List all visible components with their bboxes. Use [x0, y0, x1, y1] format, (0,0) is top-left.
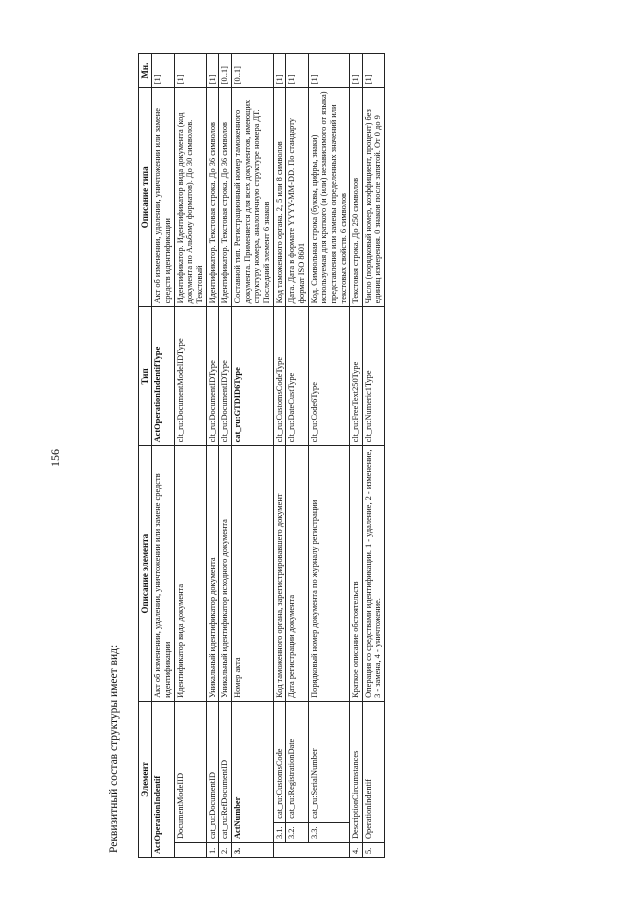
multiplicity: [1] — [206, 54, 219, 88]
element-name: DescriptionCircumstances — [350, 701, 363, 842]
element-description: Код таможенного органа, зарегистрировавшего документ — [273, 446, 286, 702]
intro-text: Реквизитный состав структуры имеет вид: — [108, 644, 120, 853]
element-description: Номер акта — [231, 446, 273, 702]
element-description: Идентификатор вида документа — [174, 446, 206, 702]
row-number: 5. — [362, 843, 384, 858]
element-name: ActOperationIndentif — [152, 701, 174, 857]
multiplicity: [1] — [152, 54, 174, 88]
type-description: Составной тип. Регистрационный номер таможенного документа. Применяется для всех документов, имеющих структуру номера, аналогичную структуре номера ДТ. Последний элемент 6 знаков — [231, 88, 273, 307]
multiplicity: [1] — [174, 54, 206, 88]
element-name: cat_ru:CustomsCode — [273, 701, 286, 822]
element-type: clt_ru:DocumentIDType — [219, 307, 232, 446]
element-type: clt_ru:CustomsCodeType — [273, 307, 286, 446]
type-description: Код. Символьная строка (буквы, цифры, знаки) используемая для краткого (и (или) независимого от языка) представления или замены определенных значений или текстовых свойств. 6 символов — [308, 88, 350, 307]
element-name: DocumentModeIID — [174, 701, 206, 842]
sub-row-number: 3.2. — [286, 822, 308, 842]
type-description: Акт об изменении, удалении, уничтожении или замене средств идентификации — [152, 88, 174, 307]
type-description: Идентификатор. Идентификатор вида документа (код документа по Альбому форматов). До 30 символов. Текстовый — [174, 88, 206, 307]
element-type: clt_ru:Numeric1Type — [362, 307, 384, 446]
requisites-table — [138, 53, 385, 858]
type-description: Текстовая строка. До 250 символов — [350, 88, 363, 307]
header-type: Тип — [139, 307, 152, 446]
element-type: ActOperationIndentifType — [152, 307, 174, 446]
type-description: Дата. Дата в формате YYYY-MM-DD. По стандарту формат ISO 8601 — [286, 88, 308, 307]
multiplicity: [1] — [273, 54, 286, 88]
header-element-description: Описание элемента — [139, 446, 152, 702]
table-header-row — [139, 54, 152, 858]
element-description: Акт об изменении, удалении, уничтожении или замене средств идентификации — [152, 446, 174, 702]
table-row — [219, 54, 232, 858]
type-description: Код таможенного органа. 2, 5 или 8 символов — [273, 88, 286, 307]
sub-row-number: 3.3. — [308, 822, 350, 842]
table-row — [350, 54, 363, 858]
element-description: Дата регистрации документа — [286, 446, 308, 702]
table-row — [286, 54, 308, 858]
type-description: Идентификатор. Текстовая строка. До 36 символов — [206, 88, 219, 307]
element-name: ActNumber — [231, 701, 273, 842]
element-description: Порядковый номер документа по журналу регистрации — [308, 446, 350, 702]
element-type: clt_ru:DocumentIDType — [206, 307, 219, 446]
table-row — [273, 54, 286, 858]
element-type: clt_ru:DateCustType — [286, 307, 308, 446]
page-number: 156 — [48, 449, 62, 467]
row-number: 3. — [231, 843, 273, 858]
element-type: clt_ru:DocumentModelIDType — [174, 307, 206, 446]
multiplicity: [1] — [362, 54, 384, 88]
element-description: Краткое описание обстоятельств — [350, 446, 363, 702]
row-number: 1. — [206, 843, 219, 858]
multiplicity: [0..1] — [219, 54, 232, 88]
header-multiplicity: Мн. — [139, 54, 152, 88]
indent-cell — [308, 843, 350, 858]
multiplicity: [0..1] — [231, 54, 273, 88]
type-description: Число (порядковый номер, коэффициент, процент) без единиц измерения. 0 знаков после запятой. От 0 до 9 — [362, 88, 384, 307]
multiplicity: [1] — [350, 54, 363, 88]
multiplicity: [1] — [286, 54, 308, 88]
element-name: cat_ru:RefDocumentID — [219, 701, 232, 842]
type-description: Идентификатор. Текстовая строка. До 36 символов — [219, 88, 232, 307]
indent-cell — [286, 843, 308, 858]
row-number: 4. — [350, 843, 363, 858]
table-row — [308, 54, 350, 858]
element-description: Уникальный идентификатор документа — [206, 446, 219, 702]
element-type: clt_ru:FreeText250Type — [350, 307, 363, 446]
element-type: cat_ru:GTDID6Type — [231, 307, 273, 446]
indent-cell — [174, 843, 206, 858]
table-row — [231, 54, 273, 858]
multiplicity: [1] — [308, 54, 350, 88]
element-type: clt_ru:Code6Type — [308, 307, 350, 446]
element-description: Уникальный идентификатор исходного документа — [219, 446, 232, 702]
element-name: OperationIndentif — [362, 701, 384, 842]
header-element: Элемент — [139, 701, 152, 857]
table-row — [206, 54, 219, 858]
table-row — [152, 54, 174, 858]
row-number: 2. — [219, 843, 232, 858]
table-row — [174, 54, 206, 858]
element-name: cat_ru:SerialNumber — [308, 701, 350, 822]
element-name: cat_ru:DocumentID — [206, 701, 219, 842]
sub-row-number: 3.1. — [273, 822, 286, 842]
indent-cell — [273, 843, 286, 858]
element-name: cat_ru:RegistrationDate — [286, 701, 308, 822]
element-description: Операция со средствами идентификации. 1 - удаление, 2 - изменение, 3 - замена, 4 - уничтожение. — [362, 446, 384, 702]
header-type-description: Описание типа — [139, 88, 152, 307]
table-row — [362, 54, 384, 858]
